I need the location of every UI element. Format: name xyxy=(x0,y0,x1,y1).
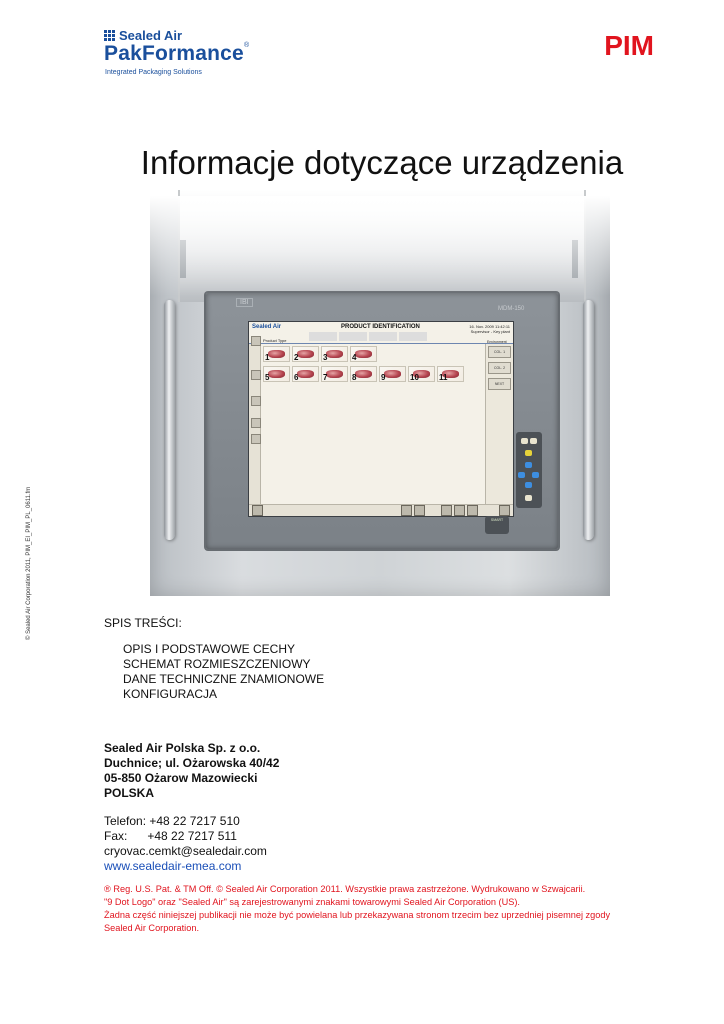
screen-divider xyxy=(249,343,513,344)
fax-number: +48 22 7217 511 xyxy=(147,829,237,843)
product-tile-number: 3 xyxy=(323,353,328,362)
legal-line-4: Sealed Air Corporation. xyxy=(104,923,199,933)
meat-cut-icon xyxy=(384,370,401,378)
touch-screen xyxy=(248,321,514,517)
keypad-key-1[interactable] xyxy=(521,438,528,444)
toc-item: OPIS I PODSTAWOWE CECHY xyxy=(123,642,296,656)
product-tile-number: 5 xyxy=(265,373,270,382)
handle-right xyxy=(583,300,594,540)
screen-tool-button-2[interactable] xyxy=(251,396,261,406)
photo-top-fade xyxy=(150,196,612,296)
email-line[interactable]: cryovac.cemkt@sealedair.com xyxy=(104,844,267,858)
keypad-key-enter[interactable] xyxy=(525,495,532,501)
nine-dot-logo-icon xyxy=(104,30,115,41)
legal-line-1: ® Reg. U.S. Pat. & TM Off. © Sealed Air Corporation 2011. Wszystkie prawa zastrzeżone. Wydrukowano w Szwajcarii. xyxy=(104,884,586,894)
screen-tool-button-1[interactable] xyxy=(251,370,261,380)
control-keypad xyxy=(516,432,542,508)
handle-left xyxy=(164,300,175,540)
company-street: Duchnice; ul. Ożarowska 40/42 xyxy=(104,756,280,770)
product-tile[interactable] xyxy=(263,366,290,382)
screen-bottom-button-2[interactable] xyxy=(401,505,412,516)
product-tile[interactable] xyxy=(437,366,464,382)
product-tile[interactable] xyxy=(408,366,435,382)
meat-cut-icon xyxy=(268,370,285,378)
brand-top-text: Sealed Air xyxy=(119,28,183,43)
product-tile[interactable] xyxy=(350,366,377,382)
screen-bottom-button-1[interactable] xyxy=(252,505,263,516)
meat-cut-icon xyxy=(326,350,343,358)
screen-right-button-3[interactable]: NEXT xyxy=(488,378,511,390)
product-type-label: Product Type xyxy=(263,338,287,343)
website-link[interactable]: www.sealedair-emea.com xyxy=(104,859,242,873)
screen-right-button-1[interactable]: COL. 1 xyxy=(488,346,511,358)
product-tile-number: 4 xyxy=(352,353,357,362)
keypad-key-up[interactable] xyxy=(525,462,532,468)
company-address xyxy=(104,741,279,801)
product-row-2 xyxy=(263,366,464,382)
product-tile-number: 1 xyxy=(265,353,270,362)
product-row-1 xyxy=(263,346,377,362)
brand-tagline: Integrated Packaging Solutions xyxy=(105,69,202,76)
screen-right-button-2[interactable]: COL. 2 xyxy=(488,362,511,374)
side-copyright: © Sealed Air Corporation 2011, PIM_EI_PIM_PL_0611.fm xyxy=(26,486,32,640)
product-tile[interactable] xyxy=(292,366,319,382)
keypad-key-right[interactable] xyxy=(532,472,539,478)
sealed-air-logo xyxy=(104,28,182,43)
product-tile-number: 7 xyxy=(323,373,328,382)
meat-cut-icon xyxy=(297,370,314,378)
screen-tool-button-4[interactable] xyxy=(251,434,261,444)
screen-title: PRODUCT IDENTIFICATION xyxy=(341,324,420,330)
toc-item: KONFIGURACJA xyxy=(123,687,218,701)
contact-block xyxy=(104,814,267,874)
product-tile[interactable] xyxy=(321,366,348,382)
keypad-key-yellow[interactable] xyxy=(525,450,532,456)
meat-cut-icon xyxy=(326,370,343,378)
product-tile[interactable] xyxy=(263,346,290,362)
product-tile[interactable] xyxy=(350,346,377,362)
keypad-key-left[interactable] xyxy=(518,472,525,478)
company-city: 05-850 Ożarow Mazowiecki xyxy=(104,771,258,785)
screen-bottom-button-6[interactable] xyxy=(467,505,478,516)
phone-line: Telefon: +48 22 7217 510 xyxy=(104,814,240,828)
bezel-brand: IBI xyxy=(236,298,253,307)
toc-heading: SPIS TREŚCI: xyxy=(104,616,182,630)
pakformance-logo xyxy=(104,42,249,66)
meat-cut-icon xyxy=(355,370,372,378)
product-tile-number: 8 xyxy=(352,373,357,382)
legal-line-3: Żadna część niniejszej publikacji nie może być powielana lub przekazywana stronom trzecim bez uprzedniej pisemnej zgody xyxy=(104,910,611,920)
keypad-key-down[interactable] xyxy=(525,482,532,488)
screen-tool-button-3[interactable] xyxy=(251,418,261,428)
fax-label: Fax: xyxy=(104,829,128,843)
meat-cut-icon xyxy=(268,350,285,358)
screen-header-fields xyxy=(309,332,429,341)
product-tile-number: 10 xyxy=(410,373,419,382)
legal-notice xyxy=(104,883,664,935)
screen-logo: Sealed Air xyxy=(252,324,282,330)
product-tile[interactable] xyxy=(379,366,406,382)
product-tile[interactable] xyxy=(292,346,319,362)
screen-home-button[interactable] xyxy=(251,336,261,346)
keypad-key-2[interactable] xyxy=(530,438,537,444)
company-country: POLSKA xyxy=(104,786,155,800)
page-title: Informacje dotyczące urządzenia xyxy=(140,144,624,181)
screen-datetime xyxy=(469,324,510,334)
meat-cut-icon xyxy=(297,350,314,358)
screen-bottom-button-7[interactable] xyxy=(499,505,510,516)
screen-date: 16. Nov. 2009 11:42:11 xyxy=(469,324,510,329)
brand-main-text: PakFormance xyxy=(104,42,244,65)
product-tile-number: 6 xyxy=(294,373,299,382)
fax-line xyxy=(104,829,267,844)
toc-item: DANE TECHNICZNE ZNAMIONOWE xyxy=(123,672,325,686)
screen-bottom-button-4[interactable] xyxy=(441,505,452,516)
toc-list xyxy=(123,642,324,702)
bezel-model: MDM-150 xyxy=(498,306,525,312)
screen-user: Supervisor - Key plant xyxy=(470,329,510,334)
screen-bottom-button-3[interactable] xyxy=(414,505,425,516)
toc-item: SCHEMAT ROZMIESZCZENIOWY xyxy=(123,657,311,671)
meat-cut-icon xyxy=(355,350,372,358)
screen-bottom-button-5[interactable] xyxy=(454,505,465,516)
legal-line-2: "9 Dot Logo" oraz "Sealed Air" są zarejestrowanymi znakami towarowymi Sealed Air Corporation (US). xyxy=(104,897,520,907)
company-name: Sealed Air Polska Sp. z o.o. xyxy=(104,741,261,755)
smart-badge: SMART xyxy=(485,516,509,534)
product-tile-number: 9 xyxy=(381,373,386,382)
product-tile-number: 2 xyxy=(294,353,299,362)
product-tile[interactable] xyxy=(321,346,348,362)
document-code: PIM xyxy=(604,30,654,61)
screen-right-label: Environment xyxy=(487,340,507,344)
registered-mark: ® xyxy=(243,42,250,49)
product-tile-number: 11 xyxy=(439,373,448,382)
